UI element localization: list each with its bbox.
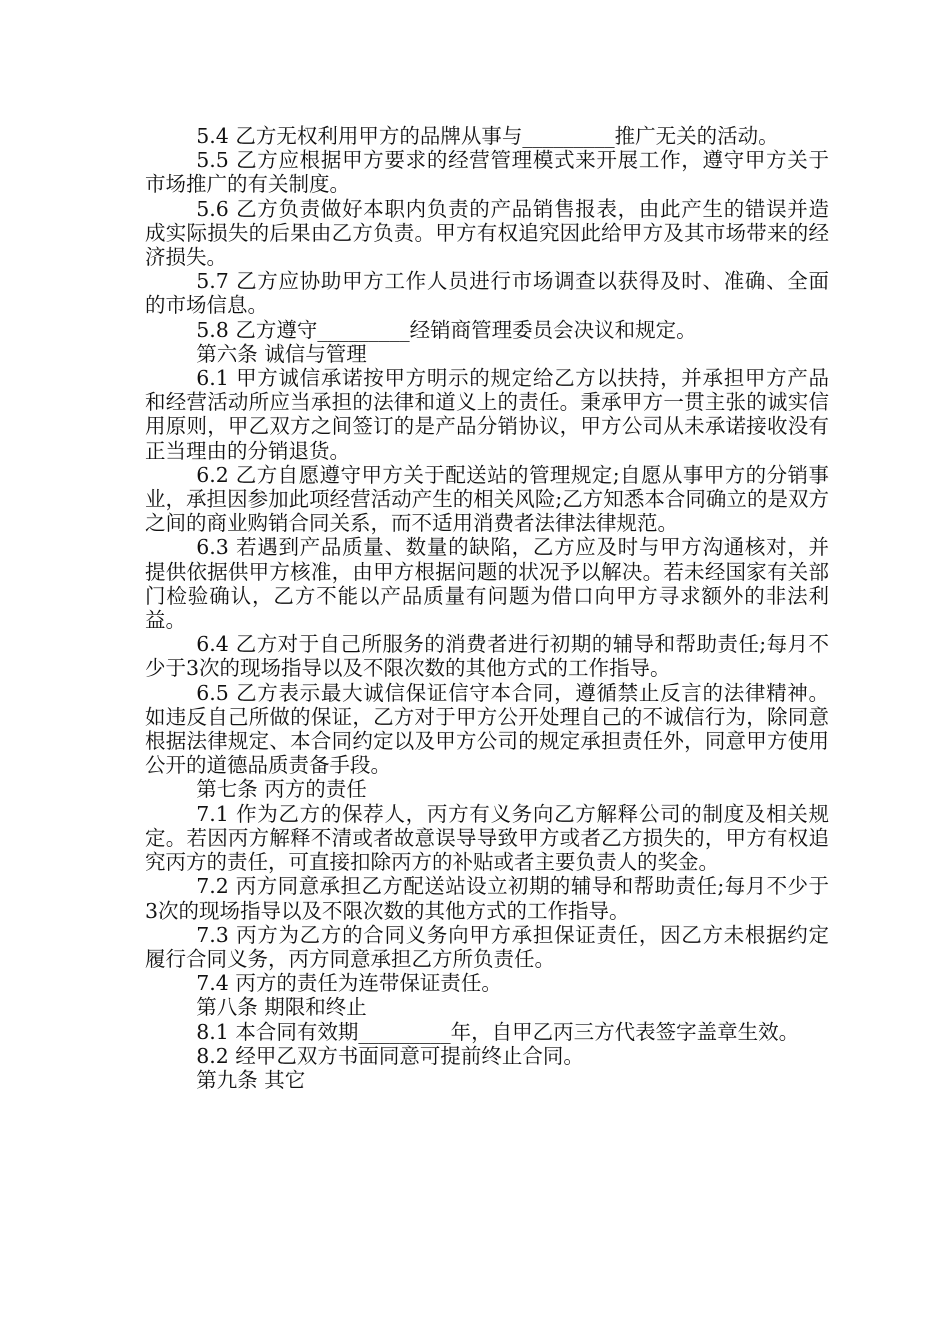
clause-7-3: 7.3 丙方为乙方的合同义务向甲方承担保证责任，因乙方未根据约定履行合同义务，丙方同意承担乙方所负责任。 — [145, 922, 829, 971]
article-9-heading: 第九条 其它 — [196, 1067, 306, 1092]
clause-6-5: 6.5 乙方表示最大诚信保证信守本合同，遵循禁止反言的法律精神。如违反自己所做的保证，乙方对于甲方公开处理自己的不诚信行为，除同意根据法律规定、本合同约定以及甲方公司的规定承担责任外，同意甲方使用公开的道德品质责备手段。 — [145, 680, 829, 778]
clause-7-2: 7.2 丙方同意承担乙方配送站设立初期的辅导和帮助责任;每月不少于3次的现场指导以及不限次数的其他方式的工作指导。 — [145, 874, 829, 923]
clause-5-5: 5.5 乙方应根据甲方要求的经营管理模式来开展工作，遵守甲方关于市场推广的有关制度。 — [145, 148, 829, 197]
clause-6-2: 6.2 乙方自愿遵守甲方关于配送站的管理规定;自愿从事甲方的分销事业，承担因参加此项经营活动产生的相关风险;乙方知悉本合同确立的是双方之间的商业购销合同关系，而不适用消费者法律法律规范。 — [145, 462, 829, 536]
clause-6-3: 6.3 若遇到产品质量、数量的缺陷，乙方应及时与甲方沟通核对，并提供依据供甲方核准，由甲方根据问题的状况予以解决。若未经国家有关部门检验确认，乙方不能以产品质量有问题为借口向甲方寻求额外的非法利益。 — [145, 535, 829, 633]
clause-7-1: 7.1 作为乙方的保荐人，丙方有义务向乙方解释公司的制度及相关规定。若因丙方解释不清或者故意误导导致甲方或者乙方损失的，甲方有权追究丙方的责任，可直接扣除丙方的补贴或者主要负责人的奖金。 — [145, 801, 829, 875]
clause-5-8: 5.8 乙方遵守_________经销商管理委员会决议和规定。 — [196, 317, 697, 342]
document-page — [145, 124, 829, 1092]
article-6-heading: 第六条 诚信与管理 — [196, 341, 367, 366]
clause-6-1: 6.1 甲方诚信承诺按甲方明示的规定给乙方以扶持，并承担甲方产品和经营活动所应当承担的法律和道义上的责任。秉承甲方一贯主张的诚实信用原则，甲乙双方之间签订的是产品分销协议，甲方公司从未承诺接收没有正当理由的分销退货。 — [145, 366, 829, 463]
clause-5-7: 5.7 乙方应协助甲方工作人员进行市场调查以获得及时、准确、全面的市场信息。 — [145, 269, 829, 318]
article-7-heading: 第七条 丙方的责任 — [196, 777, 367, 802]
clause-8-1: 8.1 本合同有效期_________年，自甲乙丙三方代表签字盖章生效。 — [196, 1019, 800, 1044]
article-8-heading: 第八条 期限和终止 — [196, 995, 367, 1020]
clause-5-6: 5.6 乙方负责做好本职内负责的产品销售报表，由此产生的错误并造成实际损失的后果由乙方负责。甲方有权追究因此给甲方及其市场带来的经济损失。 — [145, 196, 829, 270]
clause-8-2: 8.2 经甲乙双方书面同意可提前终止合同。 — [196, 1043, 584, 1068]
clause-5-4: 5.4 乙方无权利用甲方的品牌从事与_________推广无关的活动。 — [196, 124, 779, 148]
clause-7-4: 7.4 丙方的责任为连带保证责任。 — [196, 971, 502, 996]
clause-6-4: 6.4 乙方对于自己所服务的消费者进行初期的辅导和帮助责任;每月不少于3次的现场指导以及不限次数的其他方式的工作指导。 — [145, 632, 829, 681]
